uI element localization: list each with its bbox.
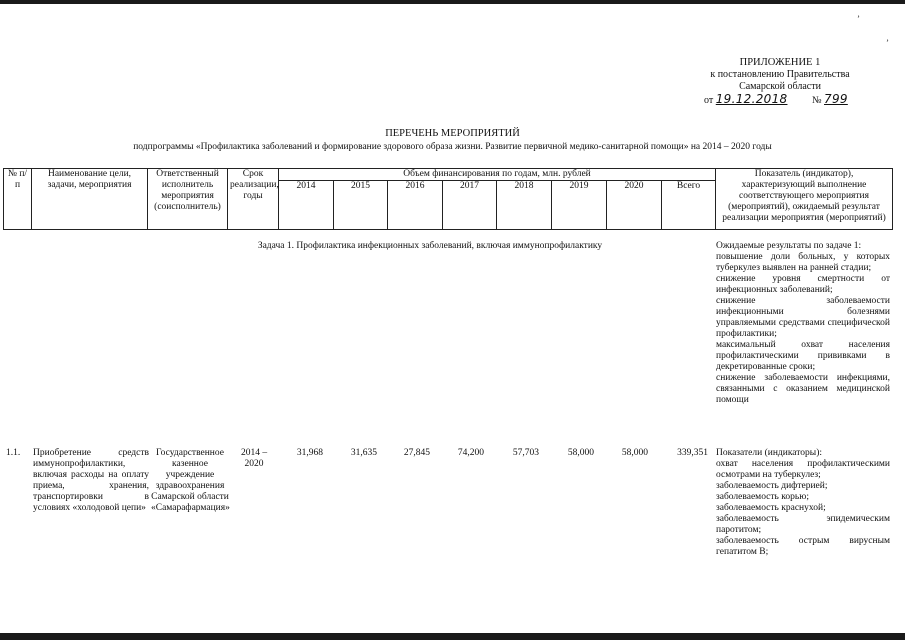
result-item: Ожидаемые результаты по задаче 1: <box>716 241 862 251</box>
scan-speck: ʼ <box>857 14 860 24</box>
value-2014: 31,968 <box>296 448 323 458</box>
row-num: 1.1. <box>6 448 21 458</box>
appendix-block <box>690 57 870 107</box>
header-year: 2017 <box>443 181 497 230</box>
row-indicators <box>716 448 890 558</box>
task-title: Задача 1. Профилактика инфекционных заболеваний, включая иммунопрофилактику <box>257 241 603 251</box>
value-2015: 31,635 <box>350 448 377 458</box>
appendix-title: ПРИЛОЖЕНИЕ 1 <box>739 57 821 68</box>
header-financing: Объем финансирования по годам, млн. рублей <box>279 169 716 181</box>
indicator-item: Показатели (индикаторы): <box>716 448 822 458</box>
value-2020: 58,000 <box>621 448 648 458</box>
value-2017: 74,200 <box>457 448 484 458</box>
header-year: 2018 <box>497 181 552 230</box>
header-executor: Ответственный исполнитель мероприятия (соисполнитель) <box>148 169 228 230</box>
indicator-item: заболеваемость эпидемическим паротитом; <box>716 514 890 535</box>
indicator-item: заболеваемость дифтерией; <box>716 481 828 491</box>
indicator-item: заболеваемость краснухой; <box>716 503 826 513</box>
document-subtitle: подпрограммы «Профилактика заболеваний и формирование здорового образа жизни. Развитие первичной медико-санитарной помощи» на 2014 – 2020 годы <box>133 142 772 152</box>
appendix-date-line <box>690 93 870 107</box>
date-value: 19.12.2018 <box>715 92 788 106</box>
value-2019: 58,000 <box>567 448 594 458</box>
row-name: Приобретение средств иммунопрофилактики, включая расходы на оплату приема, хранения, транспортировки в условиях «холодовой цепи» <box>33 448 149 513</box>
header-table <box>3 168 893 230</box>
result-item: повышение доли больных, у которых туберкулез выявлен на ранней стадии; <box>716 252 890 273</box>
header-name: Наименование цели, задачи, мероприятия <box>32 169 148 230</box>
header-num: № п/п <box>4 169 32 230</box>
header-year: 2020 <box>607 181 662 230</box>
header-year: 2014 <box>279 181 334 230</box>
result-item: снижение заболеваемости инфекционными болезнями управляемыми средствами специфической профилактики; <box>716 296 890 339</box>
scan-bottom-edge <box>0 633 905 640</box>
task-results <box>716 241 890 406</box>
indicator-item: охват населения профилактическими осмотрами на туберкулез; <box>716 459 890 480</box>
header-total: Всего <box>662 181 716 230</box>
result-item: снижение уровня смертности от инфекционных заболеваний; <box>716 274 890 295</box>
number-prefix: № <box>811 95 822 106</box>
indicator-item: заболеваемость острым вирусным гепатитом В; <box>716 536 890 557</box>
header-year: 2015 <box>334 181 388 230</box>
value-2018: 57,703 <box>512 448 539 458</box>
date-prefix: от <box>704 95 714 106</box>
appendix-line-2: Самарской области <box>739 81 821 92</box>
header-indicator: Показатель (индикатор), характеризующий выполнение соответствующего мероприятия (мероприятий), ожидаемый результат реализации мероприятия (мероприятий) <box>716 169 893 230</box>
header-term: Срок реализации, годы <box>228 169 279 230</box>
result-item: максимальный охват населения профилактическими прививками в декретированные сроки; <box>716 340 890 372</box>
result-item: снижение заболеваемости инфекциями, связанными с оказанием медицинской помощи <box>716 373 890 405</box>
number-value: 799 <box>824 92 848 106</box>
row-term: 2014 – 2020 <box>240 448 268 469</box>
scan-speck: ʼ <box>886 38 889 48</box>
appendix-line-1: к постановлению Правительства <box>710 69 850 80</box>
header-year: 2019 <box>552 181 607 230</box>
document-title: ПЕРЕЧЕНЬ МЕРОПРИЯТИЙ <box>385 128 520 139</box>
row-executor: Государственное казенное учреждение здравоохранения Самарской области «Самарафармация» <box>151 448 230 513</box>
scan-top-edge <box>0 0 905 4</box>
value-2016: 27,845 <box>403 448 430 458</box>
indicator-item: заболеваемость корью; <box>716 492 809 502</box>
value-total: 339,351 <box>677 448 708 458</box>
header-year: 2016 <box>388 181 443 230</box>
